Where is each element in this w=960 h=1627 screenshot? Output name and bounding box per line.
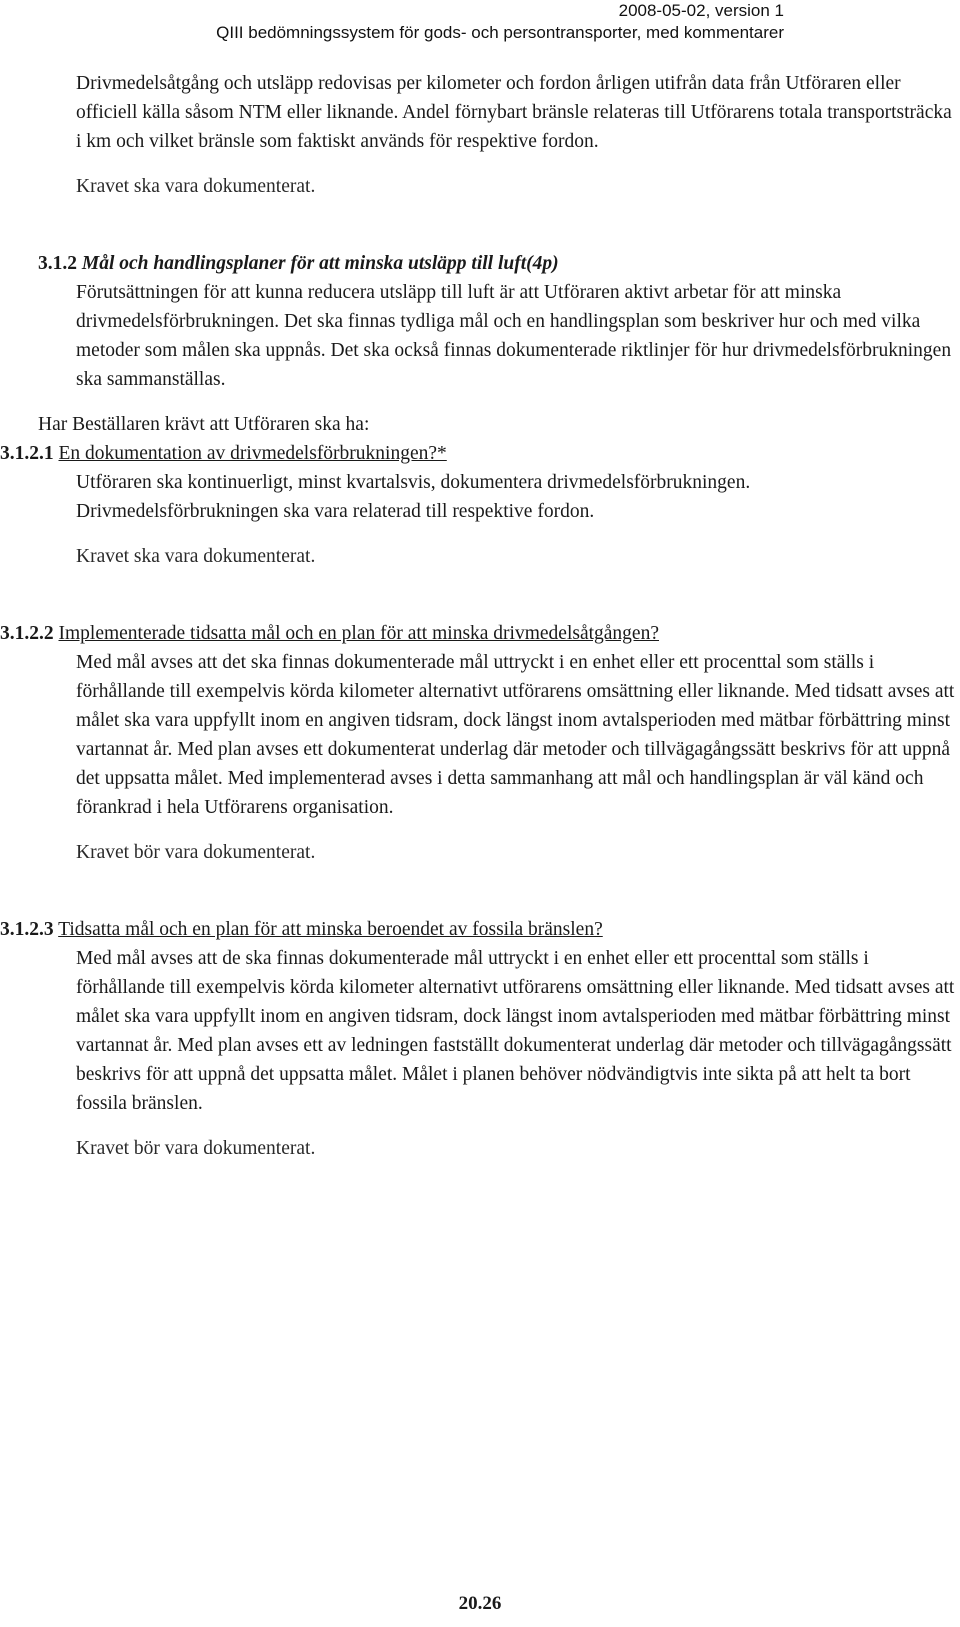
document-body [0, 69, 956, 1163]
item-title: Implementerade tidsatta mål och en plan för att minska drivmedelsåtgången? [58, 623, 659, 644]
page-number: 20.26 [458, 1593, 502, 1614]
item-text: Med mål avses att de ska finnas dokumenterade mål uttryckt i en enhet eller ett procenttal som ställs i förhållande till exempelvis körda kilometer alternativt utförarens omsättning eller liknande. Med tidsatt avses att målet ska vara uppfyllt inom en angiven tidsram, dock längst inom avtalsperioden med mätbar förbättring minst vartannat år. Med plan avses ett av ledningen fastställt dokumenterat underlag där metoder och tillvägagångssätt beskrivs för att uppnå det uppsatta målet. Målet i planen behöver nödvändigtvis inte sikta på att helt ta bort fossila bränslen. [76, 948, 955, 1114]
question-lead: Har Beställaren krävt att Utföraren ska ha: [38, 414, 370, 435]
section-description: Förutsättningen för att kunna reducera utsläpp till luft är att Utföraren aktivt arbetar för att minska drivmedelsförbrukningen. Det ska finnas tydliga mål och en handlingsplan som beskriver hur och med vilka metoder som målen ska uppnås. Det ska också finnas dokumenterade riktlinjer för hur drivmedelsförbrukningen ska sammanställas. [76, 282, 952, 390]
item-heading [0, 915, 956, 944]
item-title: En dokumentation av drivmedelsförbrukningen?* [58, 443, 447, 464]
header-document-title: QIII bedömningssystem för gods- och persontransporter, med kommentarer [216, 23, 784, 42]
item-number: 3.1.2.1 [0, 443, 54, 464]
item-requirement-note: Kravet ska vara dokumenterat. [76, 546, 316, 567]
item-number: 3.1.2.2 [0, 623, 54, 644]
item-title: Tidsatta mål och en plan för att minska beroendet av fossila bränslen? [58, 919, 603, 940]
section-heading [38, 249, 956, 278]
header-version-date: 2008-05-02, version 1 [618, 1, 784, 20]
section-number: 3.1.2 [38, 253, 77, 274]
page-header [216, 0, 784, 44]
item-number: 3.1.2.3 [0, 919, 54, 940]
item-heading [0, 439, 956, 468]
item-requirement-note: Kravet bör vara dokumenterat. [76, 842, 316, 863]
intro-requirement-note: Kravet ska vara dokumenterat. [76, 176, 316, 197]
section-title: Mål och handlingsplaner för att minska utsläpp till luft(4p) [81, 253, 559, 274]
item-text: Utföraren ska kontinuerligt, minst kvartalsvis, dokumentera drivmedelsförbrukningen. Drivmedelsförbrukningen ska vara relaterad till respektive fordon. [76, 472, 751, 522]
intro-paragraph: Drivmedelsåtgång och utsläpp redovisas per kilometer och fordon årligen utifrån data från Utföraren eller officiell källa såsom NTM eller liknande. Andel förnybart bränsle relateras till Utförarens totala transportsträcka i km och vilket bränsle som faktiskt används för respektive fordon. [76, 73, 952, 152]
item-text: Med mål avses att det ska finnas dokumenterade mål uttryckt i en enhet eller ett procenttal som ställs i förhållande till exempelvis körda kilometer alternativt utförarens omsättning eller liknande. Med tidsatt avses att målet ska vara uppfyllt inom en angiven tidsram, dock längst inom avtalsperioden med mätbar förbättring minst vartannat år. Med plan avses ett dokumenterat underlag där metoder och tillvägagångssätt beskrivs för att uppnå det uppsatta målet. Med implementerad avses i detta sammanhang att mål och handlingsplan är väl känd och förankrad i hela Utförarens organisation. [76, 652, 955, 818]
item-requirement-note: Kravet bör vara dokumenterat. [76, 1138, 316, 1159]
item-heading [0, 619, 956, 648]
